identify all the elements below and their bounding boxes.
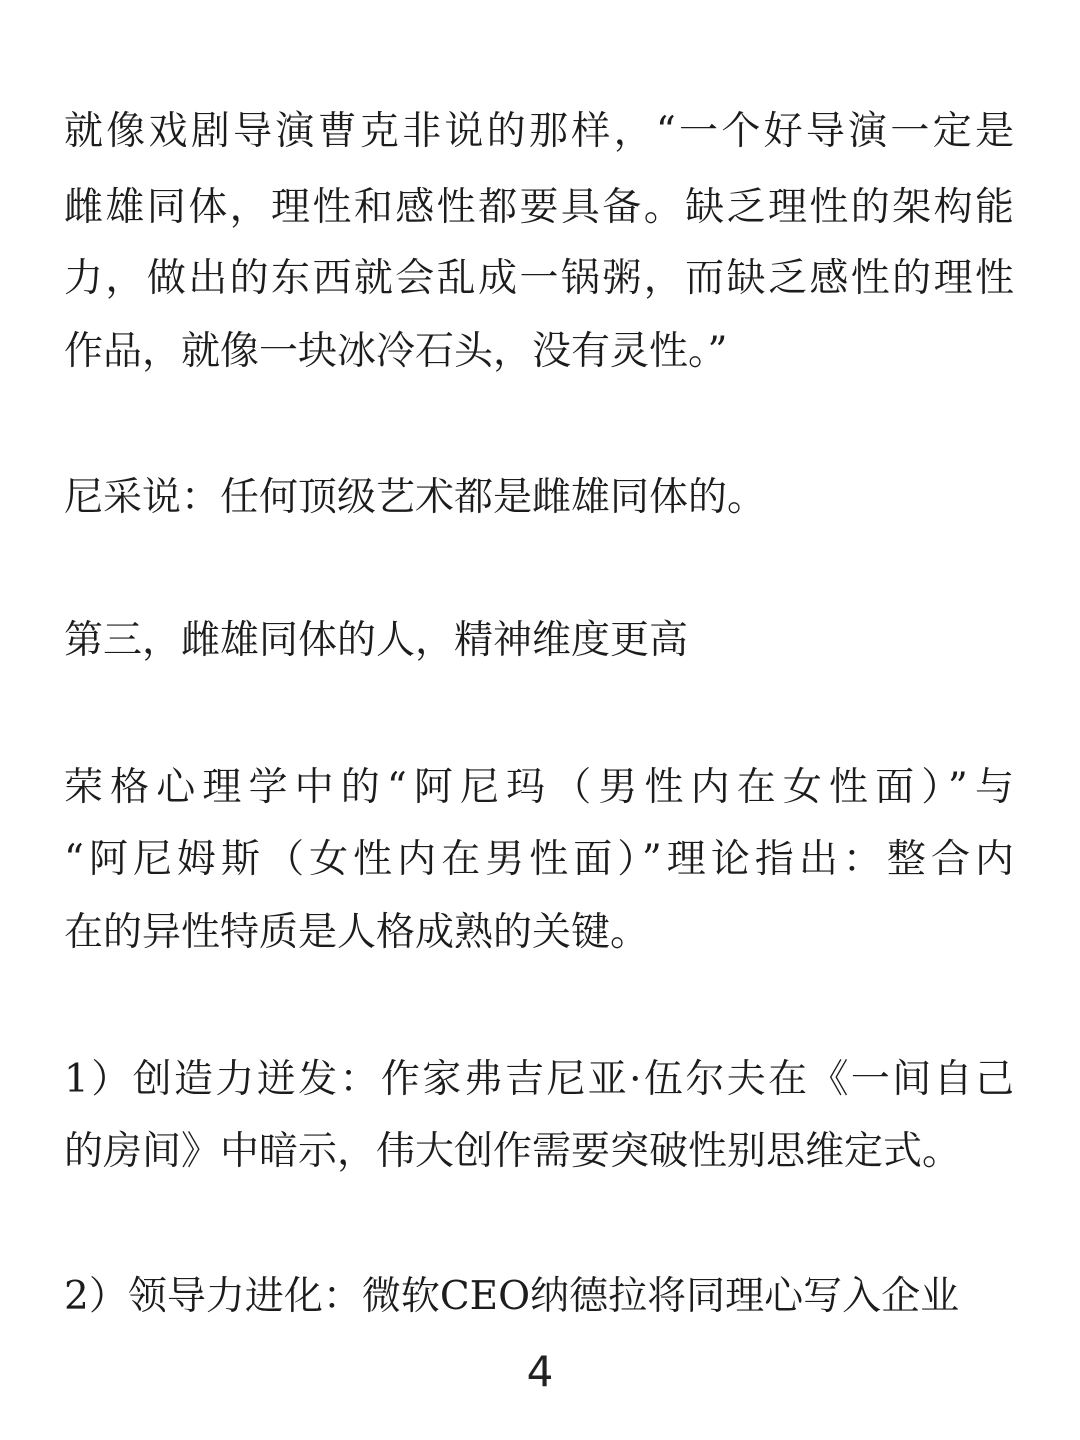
paragraph-1-line-4: 作品，就像一块冰冷石头，没有灵性。”: [64, 329, 728, 374]
list-item-1-line-1: 1）创造力迸发：作家弗吉尼亚·伍尔夫在《一间自己: [64, 1057, 1014, 1102]
page-number: 4: [526, 1347, 554, 1396]
section-heading-third: 第三，雌雄同体的人，精神维度更高: [64, 618, 689, 663]
nietzsche-quote: 尼采说：任何顶级艺术都是雌雄同体的。: [64, 475, 767, 520]
paragraph-1-line-2: 雌雄同体，理性和感性都要具备。缺乏理性的架构能: [64, 185, 1014, 230]
paragraph-2-line-1: 荣格心理学中的“阿尼玛（男性内在女性面）”与: [64, 765, 1014, 810]
paragraph-2-line-3: 在的异性特质是人格成熟的关键。: [64, 910, 650, 955]
list-item-1-line-2: 的房间》中暗示，伟大创作需要突破性别思维定式。: [64, 1129, 962, 1174]
paragraph-2-line-2: “阿尼姆斯（女性内在男性面）”理论指出：整合内: [64, 837, 1014, 882]
list-item-2-line-1: 2）领导力进化：微软CEO纳德拉将同理心写入企业: [64, 1274, 960, 1319]
paragraph-1-line-1: 就像戏剧导演曹克非说的那样，“一个好导演一定是: [64, 109, 1014, 154]
paragraph-1-line-3: 力，做出的东西就会乱成一锅粥，而缺乏感性的理性: [64, 256, 1014, 301]
